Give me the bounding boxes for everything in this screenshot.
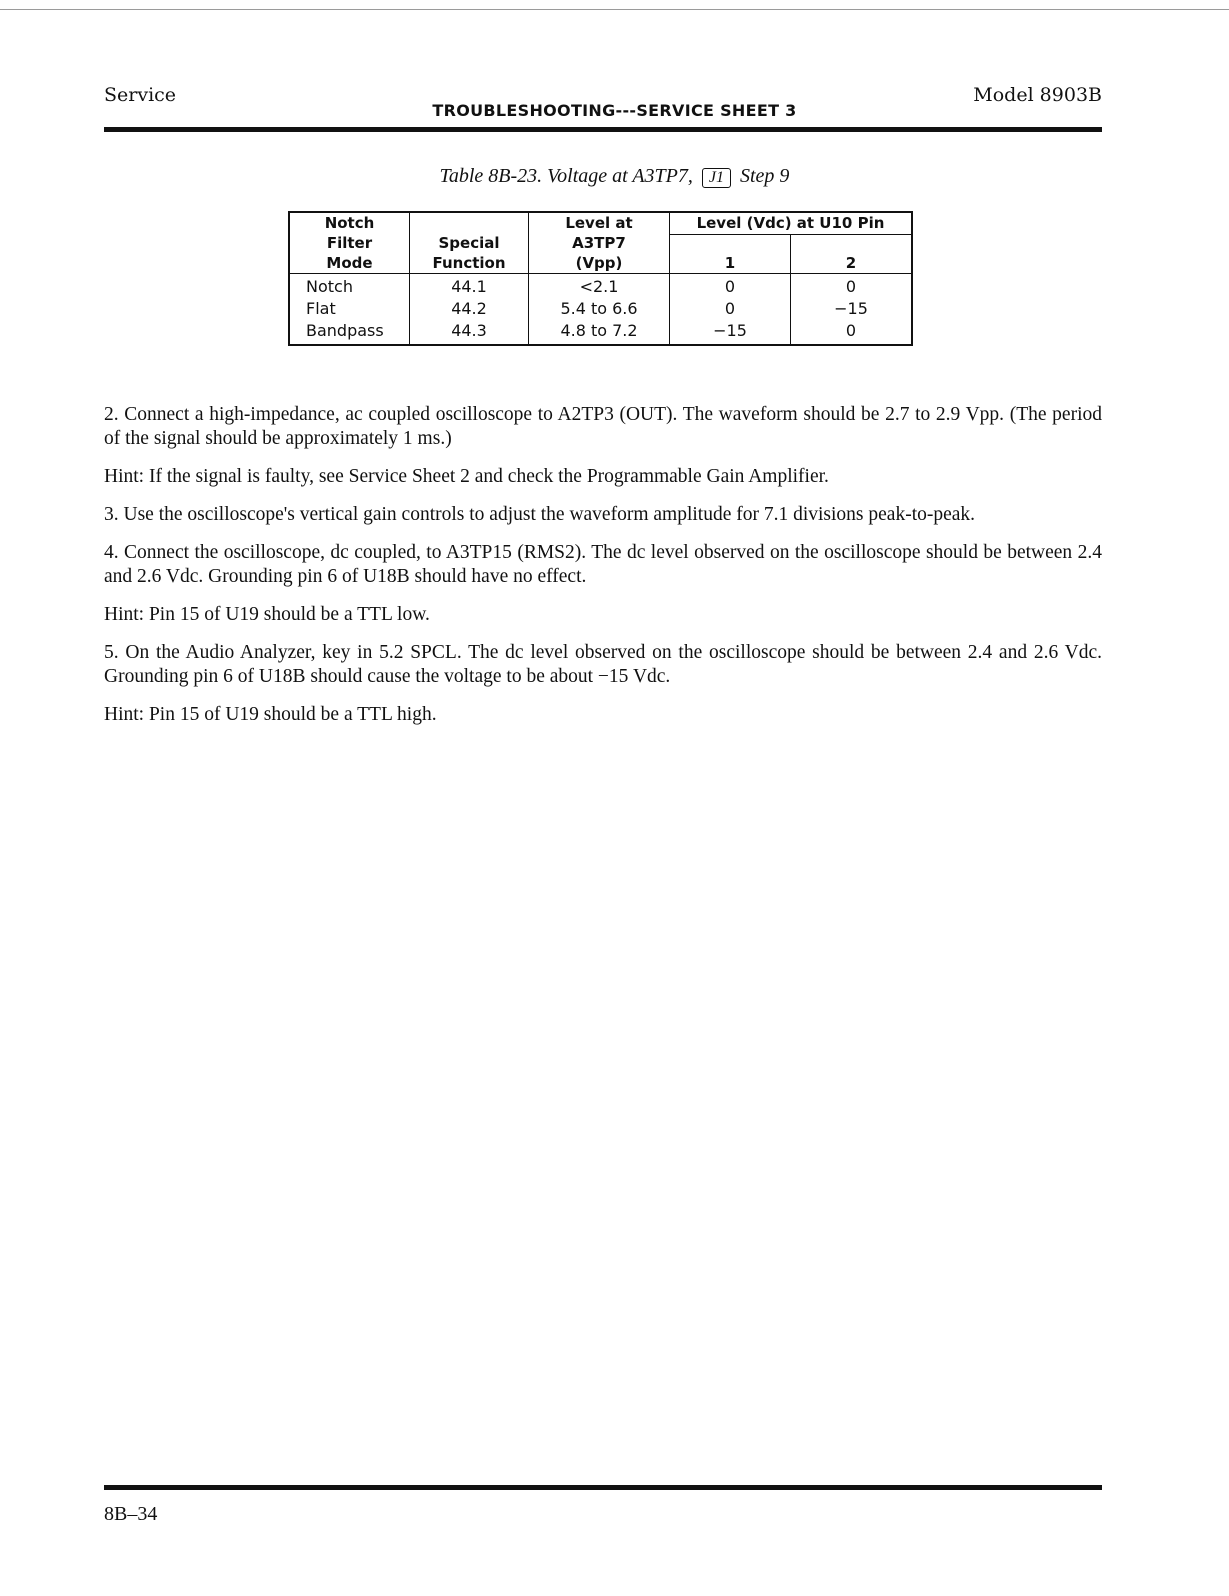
voltage-table [288,211,913,346]
header-special-function [410,212,529,274]
table-row [289,274,912,299]
page-title: TROUBLESHOOTING---SERVICE SHEET 3 [432,101,797,120]
header-pin-1: 1 [670,235,791,274]
cell-level: 4.8 to 7.2 [529,320,670,345]
caption-text: Table 8B-23. Voltage at A3TP7, [439,165,693,187]
table-row [289,320,912,345]
cell-special: 44.1 [410,274,529,299]
caption-step: Step 9 [740,165,790,187]
header-line: Mode [326,254,373,272]
header-vdc-group: Level (Vdc) at U10 Pin [670,212,913,235]
step-3-paragraph: 3. Use the oscilloscope's vertical gain controls to adjust the waveform amplitude for 7.1 divisions peak-to-peak. [104,504,976,525]
header-level-at-a3tp7 [529,212,670,274]
table-row [289,298,912,320]
hint-paragraph: Hint: Pin 15 of U19 should be a TTL low. [104,604,430,625]
header-pin-2: 2 [791,235,913,274]
header-line: Function [432,254,506,272]
header-rule [104,127,1102,132]
header-model-label: Model 8903B [973,84,1102,106]
cell-level: 5.4 to 6.6 [529,298,670,320]
cell-pin1: 0 [670,274,791,299]
step-2-paragraph: 2. Connect a high-impedance, ac coupled oscilloscope to A2TP3 (OUT). The waveform should be 2.7 to 2.9 Vpp. (The period of the signal should be approximately 1 ms.) [104,404,1102,449]
step-5-paragraph: 5. On the Audio Analyzer, key in 5.2 SPCL. The dc level observed on the oscilloscope should be between 2.4 and 2.6 Vdc. Grounding pin 6 of U18B should cause the voltage to be about −15 Vdc. [104,642,1102,687]
step-symbol: J1 [702,168,731,188]
header-line: Special [438,234,500,252]
procedure-text [104,403,1102,741]
cell-level: <2.1 [529,274,670,299]
table-caption [0,165,1229,188]
header-line: Level at [565,214,633,232]
header-section-label: Service [104,84,177,106]
header-notch-filter-mode [289,212,410,274]
step-4-paragraph: 4. Connect the oscilloscope, dc coupled, to A3TP15 (RMS2). The dc level observed on the oscilloscope should be between 2.4 and 2.6 Vdc. Grounding pin 6 of U18B should have no effect. [104,542,1102,587]
header-line: A3TP7 [572,234,626,252]
cell-pin2: 0 [791,320,913,345]
cell-special: 44.2 [410,298,529,320]
top-scan-rule [0,9,1229,10]
cell-mode: Bandpass [289,320,410,345]
cell-special: 44.3 [410,320,529,345]
cell-pin1: 0 [670,298,791,320]
header-line: Filter [326,234,373,252]
page-number: 8B–34 [104,1503,158,1525]
cell-mode: Flat [289,298,410,320]
header-line: (Vpp) [575,254,623,272]
footer-rule [104,1485,1102,1490]
hint-paragraph: Hint: Pin 15 of U19 should be a TTL high. [104,704,437,725]
cell-mode: Notch [289,274,410,299]
cell-pin2: 0 [791,274,913,299]
hint-paragraph: Hint: If the signal is faulty, see Service Sheet 2 and check the Programmable Gain Amplifier. [104,466,829,487]
cell-pin1: −15 [670,320,791,345]
header-line: Notch [324,214,375,232]
cell-pin2: −15 [791,298,913,320]
